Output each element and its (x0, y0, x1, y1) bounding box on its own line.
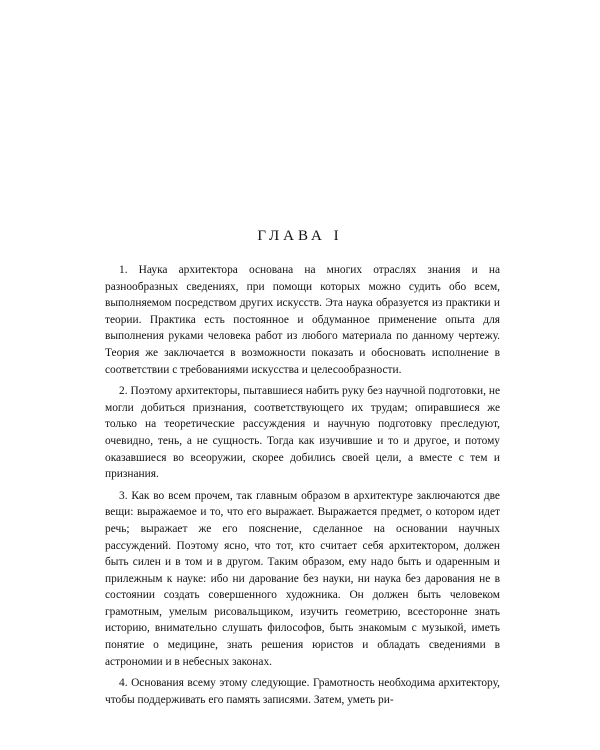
paragraph-2: 2. Поэтому архитекторы, пытавшиеся набить руку без научной подготовки, не могли добиться признания, соответствующего их трудам; опиравшиеся же только на теоретические рассуждения и научную подготовку преследуют, очевидно, тень, а не сущность. Тогда как изучившие и то и другое, и потому оказавшиеся во всеоружии, скорее добились своей цели, а вместе с тем и признания. (105, 385, 500, 481)
chapter-title: ГЛАВА I (257, 228, 343, 244)
paragraph-1: 1. Наука архитектора основана на многих отраслях знания и на разнообразных сведениях, при помощи которых можно судить обо всем, выполняемом посредством других искусств. Эта наука образуется из практики и теории. Практика есть постоянное и обдуманное применение опыта для выполнения руками человека работ из любого материала по данному чертежу. Теория же заключается в возможности показать и обосновать исполнение в соответствии с требованиями искусства и целесообразности. (105, 264, 500, 376)
paragraph-3: 3. Как во всем прочем, так главным образом в архитектуре заключаются две вещи: выражаемое и то, что его выражает. Выражается предмет, о котором идет речь; выражает же его пояснение, сделанное на основании научных рассуждений. Поэтому ясно, что тот, кто считает себя архитектором, должен быть силен и в том и в другом. Таким образом, ему надо быть и одаренным и прилежным к науке: ибо ни дарование без науки, ни наука без дарования не в состоянии создать совершенного художника. Он должен быть человеком грамотным, умелым рисовальщиком, изучить геометрию, всесторонне знать историю, внимательно слушать философов, быть знакомым с музыкой, иметь понятие о медицине, знать решения юристов и обладать сведениями в астрономии и в небесных законах. (105, 489, 500, 668)
paragraph-4: 4. Основания всему этому следующие. Грамотность необходима архитектору, чтобы поддерживать его память записями. Затем, уметь ри- (105, 677, 500, 706)
chapter-text (105, 262, 500, 713)
